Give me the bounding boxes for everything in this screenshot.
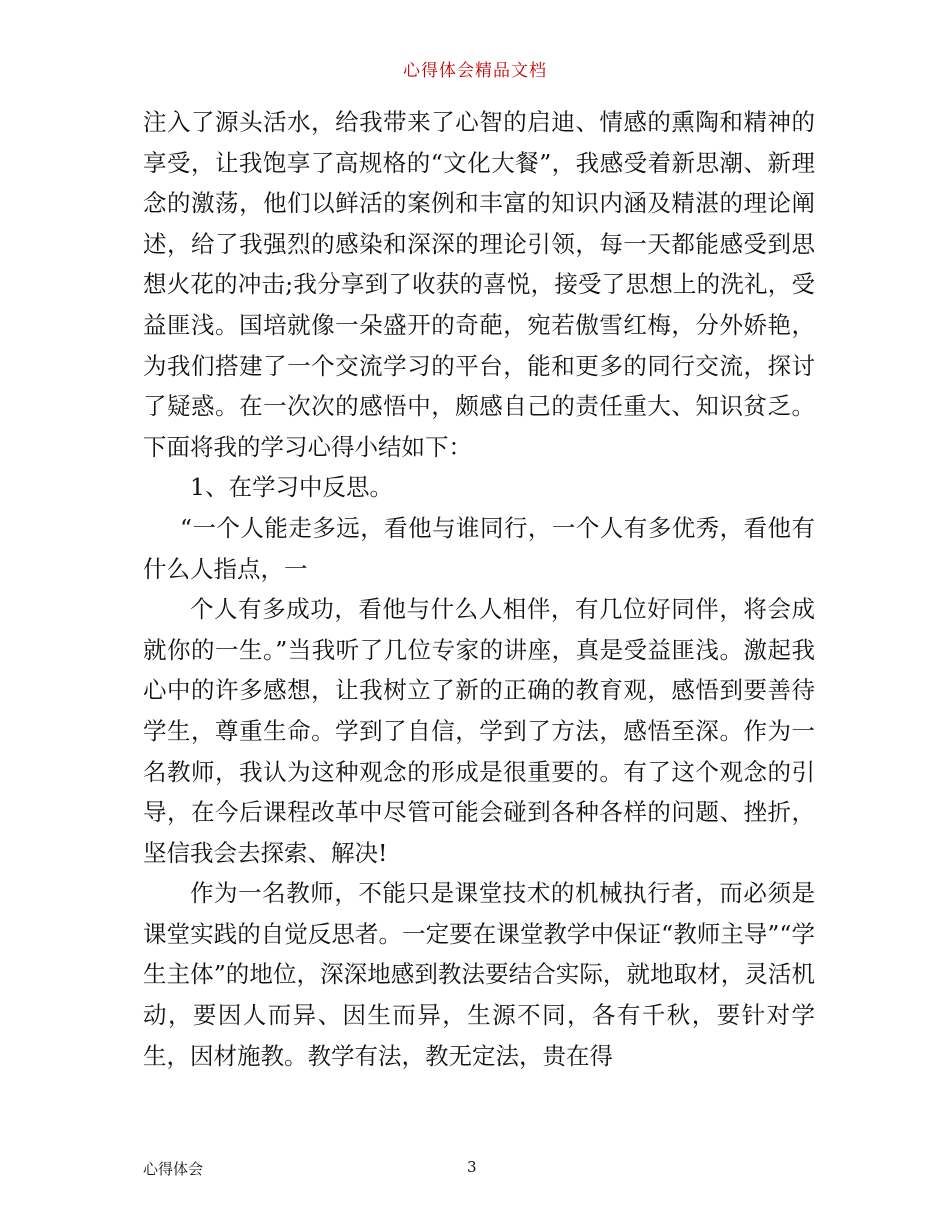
paragraph-teacher-role: 作为一名教师，不能只是课堂技术的机械执行者，而必须是课堂实践的自觉反思者。一定要在课堂教学中保证“教师主导”“学生主体”的地位，深深地感到教法要结合实际，就地取材，灵活机动，要因人而异、因生而异，生源不同，各有千秋，要针对学生，因材施教。教学有法，教无定法，贵在得 <box>143 879 815 1070</box>
paragraph-intro: 注入了源头活水，给我带来了心智的启迪、情感的熏陶和精神的享受，让我饱享了高规格的“文化大餐”，我感受着新思潮、新理念的激荡，他们以鲜活的案例和丰富的知识内涵及精湛的理论阐述，给了我强烈的感染和深深的理论引领，每一天都能感受到思想火花的冲击;我分享到了收获的喜悦，接受了思想上的洗礼，受益匪浅。国培就像一朵盛开的奇葩，宛若傲雪红梅，分外娇艳，为我们搭建了一个交流学习的平台，能和更多的同行交流，探讨了疑惑。在一次次的感悟中，颇感自己的责任重大、知识贫乏。下面将我的学习心得小结如下： <box>143 108 815 461</box>
paragraph-quote: “一个人能走多远，看他与谁同行，一个人有多优秀，看他有什么人指点，一 <box>143 513 815 583</box>
page-number: 3 <box>467 1158 477 1176</box>
paragraph-reflection: 个人有多成功，看他与什么人相伴，有几位好同伴，将会成就你的一生。”当我听了几位专家的讲座，真是受益匪浅。激起我心中的许多感想，让我树立了新的正确的教育观，感悟到要善待学生，尊重生命。学到了自信，学到了方法，感悟至深。作为一名教师，我认为这种观念的形成是很重要的。有了这个观念的引导，在今后课程改革中尽管可能会碰到各种各样的问题、挫折，坚信我会去探索、解决! <box>143 595 815 867</box>
header-title: 心得体会精品文档 <box>403 61 547 81</box>
document-body <box>143 102 815 1076</box>
footer-label: 心得体会 <box>143 1160 204 1178</box>
section-heading: 1、在学习中反思。 <box>190 473 393 502</box>
